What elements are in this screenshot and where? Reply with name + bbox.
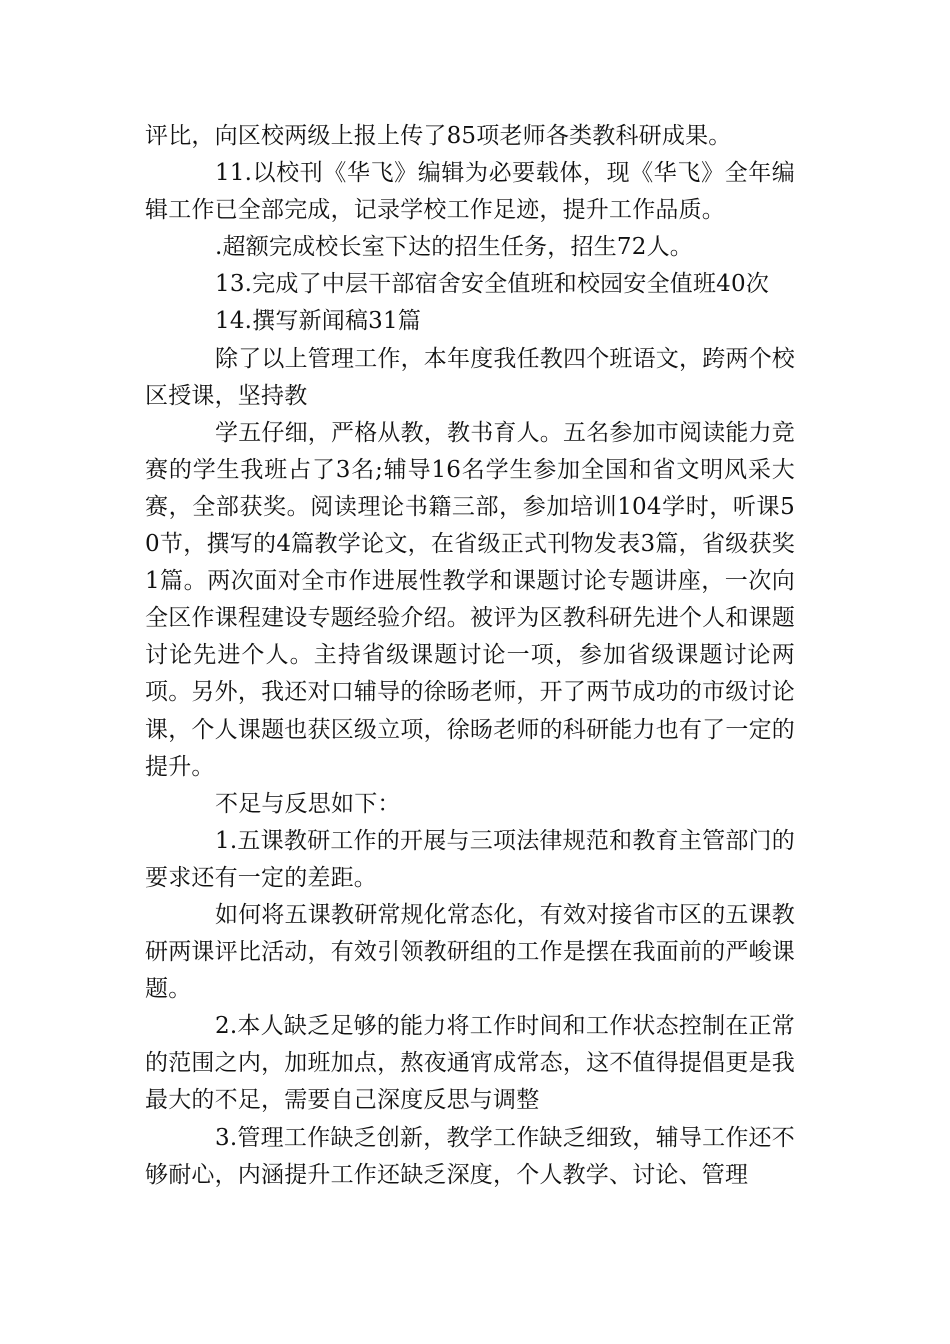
- paragraph: 如何将五课教研常规化常态化，有效对接省市区的五课教研两课评比活动，有效引领教研组的工作是摆在我面前的严峻课题。: [145, 901, 795, 1003]
- paragraph: 2.本人缺乏足够的能力将工作时间和工作状态控制在正常的范围之内，加班加点，熬夜通宵成常态，这不值得提倡更是我最大的不足，需要自己深度反思与调整: [145, 1013, 795, 1114]
- paragraph: 11.以校刊《华飞》编辑为必要载体，现《华飞》全年编辑工作已全部完成，记录学校工作足迹，提升工作品质。: [145, 160, 795, 224]
- paragraph: 3.管理工作缺乏创新，教学工作缺乏细致，辅导工作还不够耐心，内涵提升工作还缺乏深度，个人教学、讨论、管理: [145, 1124, 795, 1188]
- document-body: [145, 118, 795, 1194]
- paragraph: 学五仔细，严格从教，教书育人。五名参加市阅读能力竞赛的学生我班占了3名;辅导16名学生参加全国和省文明风采大赛，全部获奖。阅读理论书籍三部，参加培训104学时，听课50节，撰写的4篇教学论文，在省级正式刊物发表3篇，省级获奖1篇。两次面对全市作进展性教学和课题讨论专题讲座，一次向全区作课程建设专题经验介绍。被评为区教科研先进个人和课题讨论先进个人。主持省级课题讨论一项，参加省级课题讨论两项。另外，我还对口辅导的徐旸老师，开了两节成功的市级讨论课，个人课题也获区级立项，徐旸老师的科研能力也有了一定的提升。: [145, 419, 795, 780]
- paragraph: .超额完成校长室下达的招生任务，招生72人。: [215, 234, 693, 261]
- paragraph: 不足与反思如下：: [215, 790, 401, 817]
- paragraph: 13.完成了中层干部宿舍安全值班和校园安全值班40次: [215, 271, 770, 298]
- paragraph: 14.撰写新闻稿31篇: [215, 308, 422, 335]
- paragraph: 评比，向区校两级上报上传了85项老师各类教科研成果。: [145, 123, 732, 149]
- paragraph: 除了以上管理工作，本年度我任教四个班语文，跨两个校区授课，坚持教: [145, 345, 795, 409]
- paragraph: 1.五课教研工作的开展与三项法律规范和教育主管部门的要求还有一定的差距。: [145, 827, 795, 891]
